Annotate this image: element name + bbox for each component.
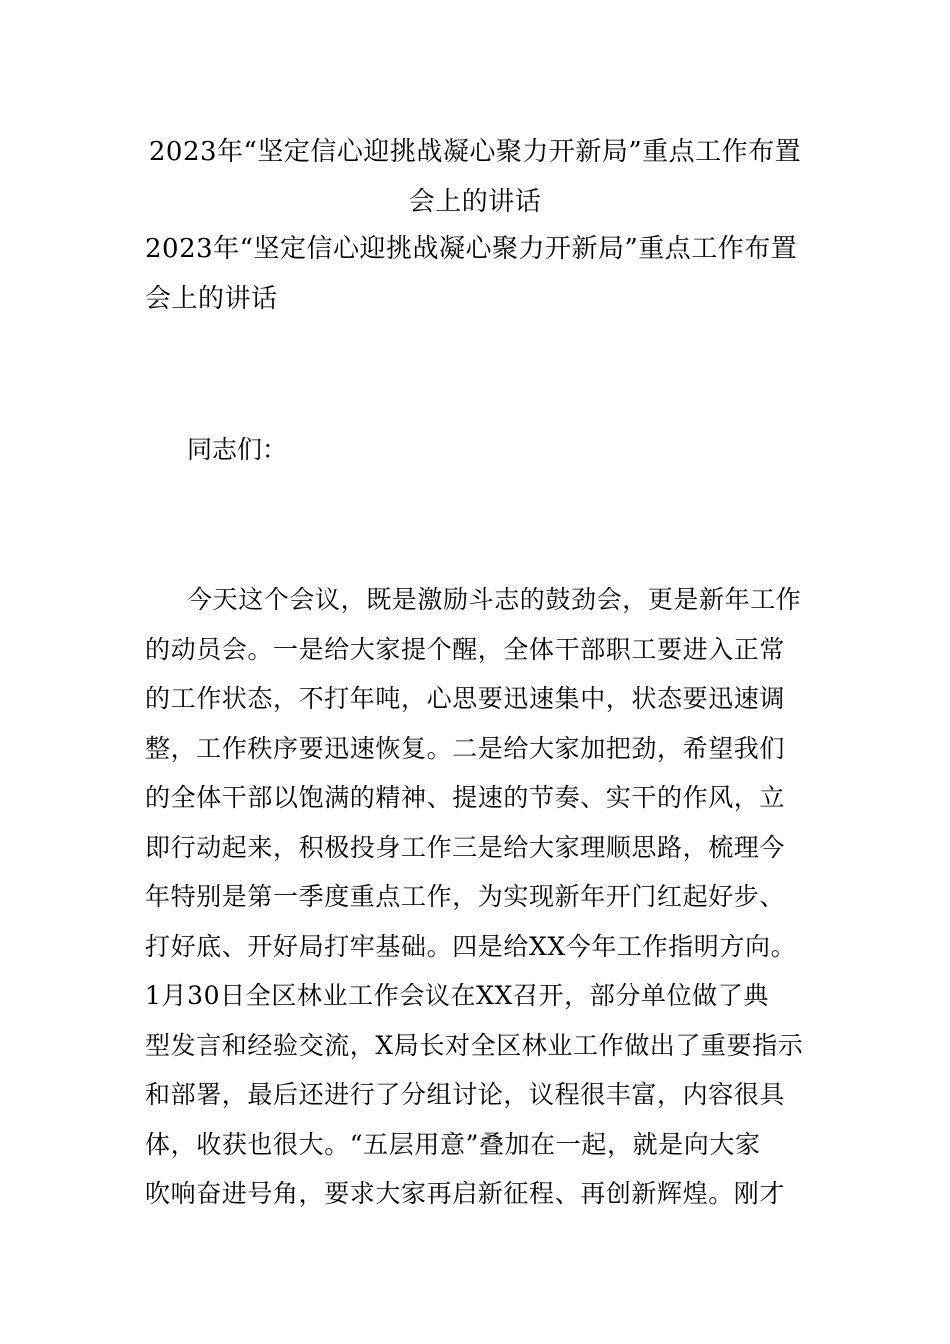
title-centered-line-2: 会上的讲话 xyxy=(408,187,542,217)
title-left-line-1: 2023年“坚定信心迎挑战凝心聚力开新局”重点工作布置 xyxy=(145,234,798,264)
paragraph-line: 体，收获也很大。“五层用意”叠加在一起，就是向大家 xyxy=(145,1129,761,1159)
paragraph-line: 即行动起来，积极投身工作三是给大家理顺思路，梳理今 xyxy=(145,832,786,862)
title-centered-line-1: 2023年“坚定信心迎挑战凝心聚力开新局”重点工作布置 xyxy=(148,137,802,167)
paragraph-line: 1月30日全区林业工作会议在XX召开，部分单位做了典 xyxy=(145,981,769,1010)
greeting: 同志们： xyxy=(187,435,288,464)
paragraph-line: 和部署，最后还进行了分组讨论，议程很丰富，内容很具 xyxy=(145,1080,786,1109)
paragraph-line: 吹响奋进号角，要求大家再启新征程、再创新辉煌。刚才 xyxy=(145,1179,786,1208)
paragraph-line: 的动员会。一是给大家提个醒，全体干部职工要进入正常 xyxy=(145,634,786,664)
body-paragraph xyxy=(145,575,810,1219)
document-title-left xyxy=(145,224,815,324)
paragraph-line: 型发言和经验交流，X局长对全区林业工作做出了重要指示 xyxy=(145,1030,804,1060)
paragraph-line: 的工作状态，不打年吨，心思要迅速集中，状态要迅速调 xyxy=(145,684,786,713)
paragraph-line: 打好底、开好局打牢基础。四是给XX今年工作指明方向。 xyxy=(145,931,797,961)
title-left-line-2: 会上的讲话 xyxy=(145,284,278,314)
paragraph-line: 的全体干部以饱满的精神、提速的节奏、实干的作风，立 xyxy=(145,783,786,812)
paragraph-line: 今天这个会议，既是激励斗志的鼓劲会，更是新年工作 xyxy=(187,585,802,614)
document-title-centered xyxy=(130,127,820,227)
paragraph-line: 年特别是第一季度重点工作，为实现新年开门红起好步、 xyxy=(145,882,786,911)
paragraph-line: 整，工作秩序要迅速恢复。二是给大家加把劲，希望我们 xyxy=(145,733,786,763)
